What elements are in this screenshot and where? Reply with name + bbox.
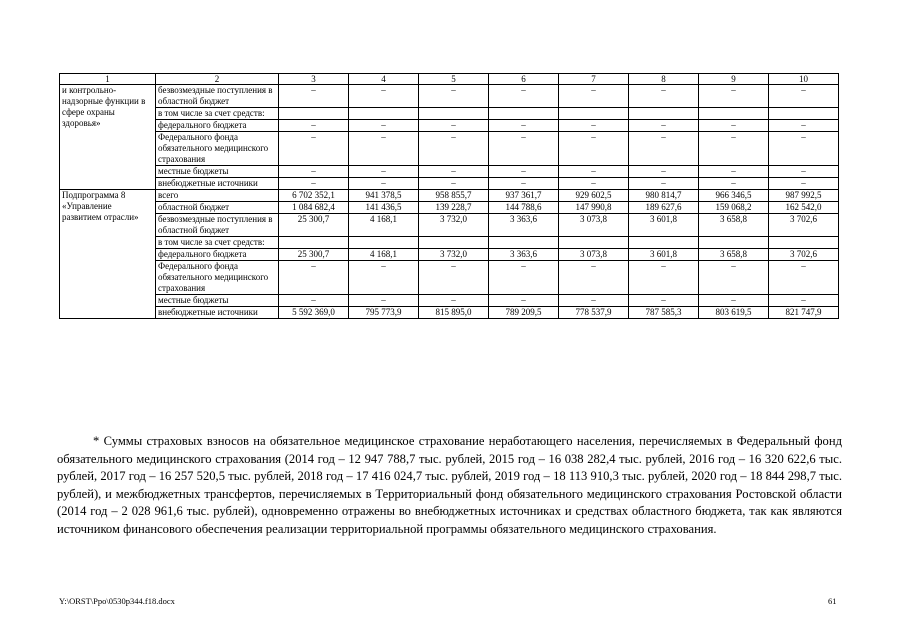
value-cell <box>419 108 489 120</box>
column-header: 10 <box>769 74 839 85</box>
value-cell: 958 855,7 <box>419 190 489 202</box>
value-cell: 3 363,6 <box>489 249 559 261</box>
value-cell: 162 542,0 <box>769 202 839 214</box>
column-header: 8 <box>629 74 699 85</box>
value-cell: – <box>769 120 839 132</box>
value-cell <box>279 108 349 120</box>
value-cell: – <box>349 120 419 132</box>
value-cell: – <box>349 85 419 108</box>
value-cell: – <box>629 178 699 190</box>
value-cell: – <box>419 295 489 307</box>
value-cell: – <box>419 166 489 178</box>
value-cell: 6 702 352,1 <box>279 190 349 202</box>
funding-source-label: федерального бюджета <box>156 120 279 132</box>
value-cell <box>629 237 699 249</box>
value-cell: 5 592 369,0 <box>279 307 349 319</box>
funding-source-label: в том числе за счет средств: <box>156 237 279 249</box>
value-cell: 4 168,1 <box>349 214 419 237</box>
value-cell: – <box>419 120 489 132</box>
column-header: 7 <box>559 74 629 85</box>
value-cell <box>279 237 349 249</box>
value-cell: – <box>559 178 629 190</box>
value-cell: 147 990,8 <box>559 202 629 214</box>
value-cell <box>349 237 419 249</box>
column-header: 9 <box>699 74 769 85</box>
value-cell: 929 602,5 <box>559 190 629 202</box>
value-cell: 980 814,7 <box>629 190 699 202</box>
value-cell: 3 702,6 <box>769 249 839 261</box>
table-row <box>60 190 839 202</box>
value-cell: 4 168,1 <box>349 249 419 261</box>
value-cell: 139 228,7 <box>419 202 489 214</box>
value-cell: – <box>489 295 559 307</box>
funding-source-label: внебюджетные источники <box>156 307 279 319</box>
value-cell <box>559 108 629 120</box>
value-cell: 25 300,7 <box>279 249 349 261</box>
value-cell: – <box>349 178 419 190</box>
value-cell: – <box>419 132 489 166</box>
value-cell: – <box>629 85 699 108</box>
value-cell: – <box>769 166 839 178</box>
value-cell: 3 658,8 <box>699 214 769 237</box>
value-cell: – <box>419 178 489 190</box>
value-cell: – <box>769 178 839 190</box>
table-row <box>60 120 839 132</box>
table-row <box>60 132 839 166</box>
column-header: 4 <box>349 74 419 85</box>
value-cell: – <box>699 132 769 166</box>
table-row <box>60 214 839 237</box>
value-cell: – <box>629 166 699 178</box>
value-cell: – <box>489 132 559 166</box>
value-cell: – <box>489 166 559 178</box>
footnote: * Суммы страховых взносов на обязательное медицинское страхование неработающего населения, перечисляемых в Федеральный фонд обязательного медицинского страхования (2014 год – 12 947 788,7 тыс. рублей, 2015 год – 16 038 282,4 тыс. рублей, 2016 год – 16 320 622,6 тыс. рублей, 2017 год – 16 257 520,5 тыс. рублей, 2018 год – 17 416 024,7 тыс. рублей, 2019 год – 18 113 910,3 тыс. рублей, 2020 год – 18 844 298,7 тыс. рублей), и межбюджетных трансфертов, перечисляемых в Территориальный фонд обязательного медицинского страхования Ростовской области (2014 год – 2 028 961,6 тыс. рублей), одновременно отражены во внебюджетных источниках и средствах областного бюджета, так как являются источником финансового обеспечения реализации территориальной программы обязательного медицинского страхования. <box>57 434 842 536</box>
value-cell: – <box>769 295 839 307</box>
table-row <box>60 307 839 319</box>
table-body <box>60 74 839 319</box>
value-cell: – <box>419 261 489 295</box>
funding-source-label: Федерального фонда обязательного медицинского страхования <box>156 132 279 166</box>
value-cell: – <box>769 261 839 295</box>
value-cell: 803 619,5 <box>699 307 769 319</box>
value-cell: 3 658,8 <box>699 249 769 261</box>
value-cell: 789 209,5 <box>489 307 559 319</box>
value-cell: – <box>699 261 769 295</box>
value-cell <box>769 108 839 120</box>
value-cell: – <box>489 261 559 295</box>
value-cell: – <box>629 295 699 307</box>
value-cell: – <box>699 178 769 190</box>
funding-source-label: безвозмездные поступления в областной бюджет <box>156 85 279 108</box>
table-row <box>60 166 839 178</box>
value-cell: – <box>349 261 419 295</box>
value-cell <box>489 237 559 249</box>
program-name: Подпрограмма 8 «Управление развитием отрасли» <box>60 190 156 319</box>
value-cell: – <box>279 132 349 166</box>
value-cell: 144 788,6 <box>489 202 559 214</box>
value-cell: 25 300,7 <box>279 214 349 237</box>
funding-source-label: внебюджетные источники <box>156 178 279 190</box>
value-cell: 141 436,5 <box>349 202 419 214</box>
value-cell: – <box>769 132 839 166</box>
value-cell: 3 702,6 <box>769 214 839 237</box>
value-cell: – <box>349 132 419 166</box>
table-row <box>60 295 839 307</box>
value-cell: – <box>489 85 559 108</box>
value-cell <box>419 237 489 249</box>
value-cell: – <box>279 295 349 307</box>
value-cell: – <box>279 120 349 132</box>
funding-source-label: федерального бюджета <box>156 249 279 261</box>
funding-source-label: областной бюджет <box>156 202 279 214</box>
header-row <box>60 74 839 85</box>
table-row <box>60 261 839 295</box>
value-cell <box>699 108 769 120</box>
value-cell: 821 747,9 <box>769 307 839 319</box>
value-cell: 3 073,8 <box>559 249 629 261</box>
table-row <box>60 178 839 190</box>
budget-table <box>59 73 839 319</box>
value-cell: 941 378,5 <box>349 190 419 202</box>
value-cell <box>349 108 419 120</box>
value-cell: 1 084 682,4 <box>279 202 349 214</box>
value-cell: – <box>279 85 349 108</box>
column-header: 5 <box>419 74 489 85</box>
table-row <box>60 85 839 108</box>
value-cell: – <box>629 132 699 166</box>
value-cell: – <box>349 166 419 178</box>
value-cell <box>769 237 839 249</box>
value-cell: – <box>699 85 769 108</box>
column-header: 1 <box>60 74 156 85</box>
program-name: и контрольно-надзорные функции в сфере охраны здоровья» <box>60 85 156 190</box>
value-cell: 778 537,9 <box>559 307 629 319</box>
value-cell <box>489 108 559 120</box>
table-row <box>60 202 839 214</box>
funding-source-label: Федерального фонда обязательного медицинского страхования <box>156 261 279 295</box>
value-cell: 815 895,0 <box>419 307 489 319</box>
value-cell <box>629 108 699 120</box>
column-header: 3 <box>279 74 349 85</box>
value-cell: – <box>559 132 629 166</box>
value-cell: 159 068,2 <box>699 202 769 214</box>
value-cell: 3 363,6 <box>489 214 559 237</box>
value-cell: 3 732,0 <box>419 214 489 237</box>
value-cell: 3 601,8 <box>629 249 699 261</box>
value-cell: 189 627,6 <box>629 202 699 214</box>
value-cell: – <box>699 120 769 132</box>
value-cell: – <box>629 261 699 295</box>
value-cell: – <box>349 295 419 307</box>
value-cell: – <box>629 120 699 132</box>
column-header: 6 <box>489 74 559 85</box>
value-cell: – <box>279 261 349 295</box>
value-cell: 787 585,3 <box>629 307 699 319</box>
funding-source-label: в том числе за счет средств: <box>156 108 279 120</box>
file-path: Y:\ORST\Ppo\0530p344.f18.docx <box>59 596 175 606</box>
table-row <box>60 108 839 120</box>
value-cell: – <box>559 295 629 307</box>
value-cell <box>699 237 769 249</box>
value-cell: – <box>769 85 839 108</box>
value-cell: – <box>559 166 629 178</box>
funding-source-label: всего <box>156 190 279 202</box>
value-cell: – <box>559 261 629 295</box>
value-cell: – <box>559 120 629 132</box>
value-cell: – <box>419 85 489 108</box>
funding-source-label: местные бюджеты <box>156 166 279 178</box>
value-cell: 937 361,7 <box>489 190 559 202</box>
value-cell: 795 773,9 <box>349 307 419 319</box>
funding-source-label: безвозмездные поступления в областной бюджет <box>156 214 279 237</box>
value-cell: 3 732,0 <box>419 249 489 261</box>
value-cell: – <box>489 120 559 132</box>
table-row <box>60 237 839 249</box>
value-cell: – <box>699 295 769 307</box>
column-header: 2 <box>156 74 279 85</box>
value-cell: 3 601,8 <box>629 214 699 237</box>
value-cell: – <box>279 166 349 178</box>
value-cell: – <box>699 166 769 178</box>
table-row <box>60 249 839 261</box>
value-cell: – <box>559 85 629 108</box>
value-cell: 987 992,5 <box>769 190 839 202</box>
value-cell: 3 073,8 <box>559 214 629 237</box>
value-cell <box>559 237 629 249</box>
funding-source-label: местные бюджеты <box>156 295 279 307</box>
value-cell: 966 346,5 <box>699 190 769 202</box>
value-cell: – <box>489 178 559 190</box>
page-number: 61 <box>828 596 837 606</box>
value-cell: – <box>279 178 349 190</box>
